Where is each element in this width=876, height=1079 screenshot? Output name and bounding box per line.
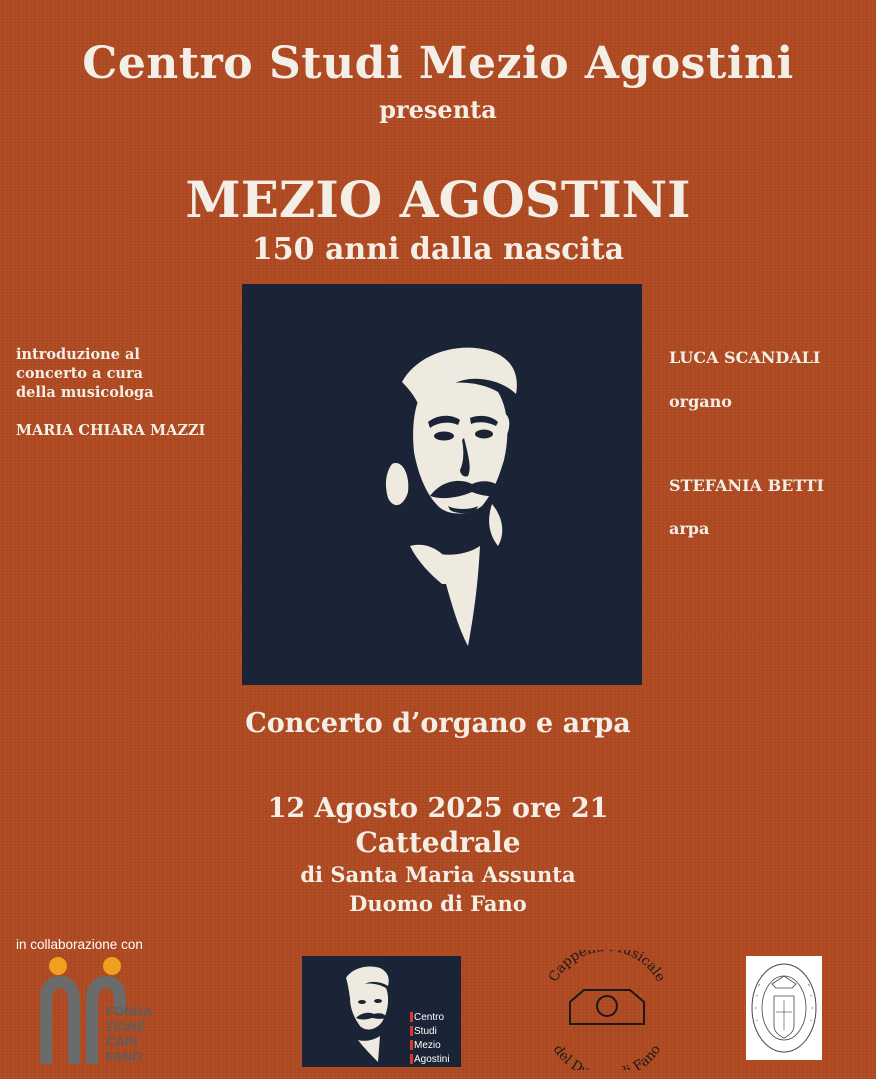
organ-icon — [570, 990, 644, 1024]
event-title: MEZIO AGOSTINI — [185, 170, 691, 229]
centro-line-1: Centro — [414, 1012, 445, 1023]
svg-text:del Duomo di Fano — [550, 1042, 664, 1070]
performer-1-name: LUCA SCANDALI — [669, 348, 821, 367]
intro-line-1: introduzione al — [16, 346, 140, 363]
parrocchia-seal-logo — [746, 956, 822, 1060]
fondazione-line-4: FANO — [106, 1049, 143, 1064]
performer-1-instrument: organo — [669, 392, 732, 411]
introduction-text — [16, 345, 236, 402]
musicologist-name: MARIA CHIARA MAZZI — [16, 422, 206, 439]
centro-line-2: Studi — [414, 1026, 437, 1037]
intro-line-2: concerto a cura — [16, 365, 144, 382]
venue-line-3: Duomo di Fano — [349, 891, 527, 916]
centro-line-4: Agostini — [414, 1054, 450, 1065]
fondazione-line-2: ZIONE — [106, 1019, 146, 1034]
presents-label: presenta — [379, 95, 497, 124]
concert-title: Concerto d’organo e arpa — [245, 708, 631, 739]
cappella-musicale-logo — [536, 950, 678, 1070]
fondazione-carifano-logo — [38, 956, 178, 1066]
centro-line-3: Mezio — [414, 1040, 441, 1051]
collaboration-label: in collaborazione con — [16, 937, 143, 952]
event-subtitle: 150 anni dalla nascita — [251, 232, 625, 267]
cappella-bottom-text: del D Fano — [549, 1041, 665, 1070]
centro-studi-logo — [302, 956, 461, 1067]
portrait-illustration — [242, 284, 642, 685]
organization-title: Centro Studi Mezio Agostini — [82, 38, 794, 89]
intro-line-3: della musicologa — [16, 384, 154, 401]
cappella-top-text: Cappe usicale — [545, 950, 669, 985]
svg-text:Cappella Musicale — [545, 950, 668, 985]
fondazione-line-3: CARI — [106, 1034, 138, 1049]
portrait-image — [242, 284, 642, 685]
venue-line-2: di Santa Maria Assunta — [300, 862, 576, 887]
event-date-time: 12 Agosto 2025 ore 21 — [267, 793, 609, 824]
performer-2-instrument: arpa — [669, 519, 710, 538]
fondazione-line-1: FONDA — [106, 1004, 153, 1019]
venue-line-1: Cattedrale — [355, 826, 521, 859]
performer-2-name: STEFANIA BETTI — [669, 476, 825, 495]
